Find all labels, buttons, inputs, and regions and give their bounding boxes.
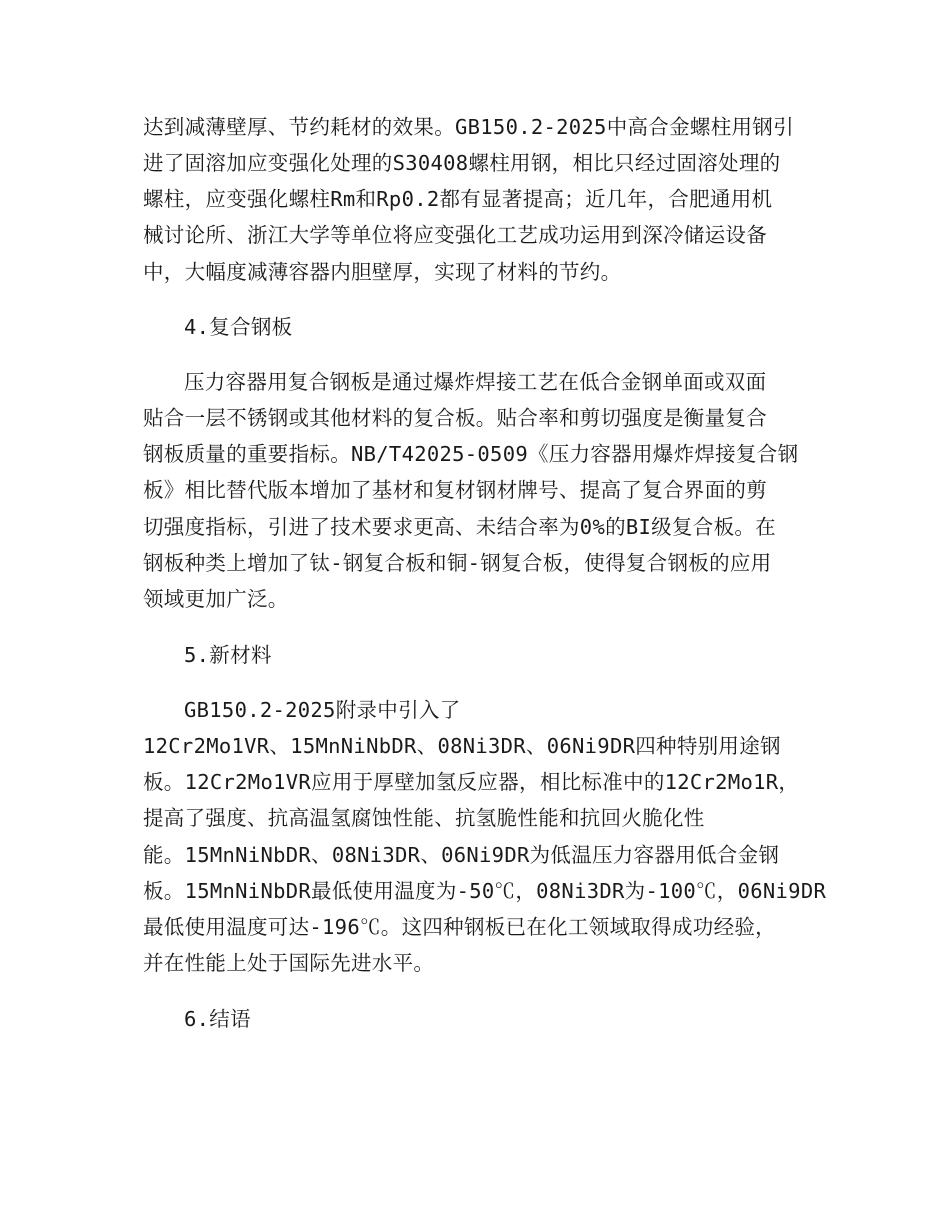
paragraph-line: 能。15MnNiNbDR、08Ni3DR、06Ni9DR为低温压力容器用低合金钢: [143, 843, 780, 867]
paragraph-line: 板。12Cr2Mo1VR应用于厚壁加氢反应器，相比标准中的12Cr2Mo1R，: [143, 770, 800, 794]
paragraph-line: 钢板种类上增加了钛-钢复合板和铜-钢复合板，使得复合钢板的应用: [143, 551, 772, 575]
paragraph-line: 提高了强度、抗高温氢腐蚀性能、抗氢脆性能和抗回火脆化性: [143, 806, 705, 830]
paragraph-line: 切强度指标，引进了技术要求更高、未结合率为0%的BI级复合板。在: [143, 515, 776, 539]
paragraph-line: 达到减薄壁厚、节约耗材的效果。GB150.2-2025中高合金螺柱用钢引: [143, 115, 794, 139]
paragraph-line: 领域更加广泛。: [143, 587, 289, 611]
paragraph-line: 钢板质量的重要指标。NB/T42025-0509《压力容器用爆炸焊接复合钢: [143, 442, 799, 466]
paragraph-line: 进了固溶加应变强化处理的S30408螺柱用钢，相比只经过固溶处理的: [143, 151, 781, 175]
paragraph-line: 贴合一层不锈钢或其他材料的复合板。贴合率和剪切强度是衡量复合: [143, 406, 767, 430]
paragraph-line: 并在性能上处于国际先进水平。: [143, 951, 435, 975]
section-heading: 4.复合钢板: [184, 315, 293, 339]
paragraph-line: 械讨论所、浙江大学等单位将应变强化工艺成功运用到深冷储运设备: [143, 223, 767, 247]
paragraph-line: 板》相比替代版本增加了基材和复材钢材牌号、提高了复合界面的剪: [143, 478, 767, 502]
paragraph-line: 压力容器用复合钢板是通过爆炸焊接工艺在低合金钢单面或双面: [184, 370, 767, 394]
paragraph-line: 12Cr2Mo1VR、15MnNiNbDR、08Ni3DR、06Ni9DR四种特别用途钢: [143, 734, 781, 758]
paragraph-line: 板。15MnNiNbDR最低使用温度为-50℃，08Ni3DR为-100℃，06Ni9DR: [143, 879, 827, 903]
section-heading: 6.结语: [184, 1007, 251, 1031]
paragraph-line: 螺柱，应变强化螺柱Rm和Rp0.2都有显著提高；近几年，合肥通用机: [143, 187, 773, 211]
paragraph-line: GB150.2-2025附录中引入了: [184, 698, 461, 722]
section-heading: 5.新材料: [184, 643, 272, 667]
paragraph-line: 最低使用温度可达-196℃。这四种钢板已在化工领域取得成功经验，: [143, 915, 776, 939]
paragraph-line: 中，大幅度减薄容器内胆壁厚，实现了材料的节约。: [143, 260, 622, 284]
